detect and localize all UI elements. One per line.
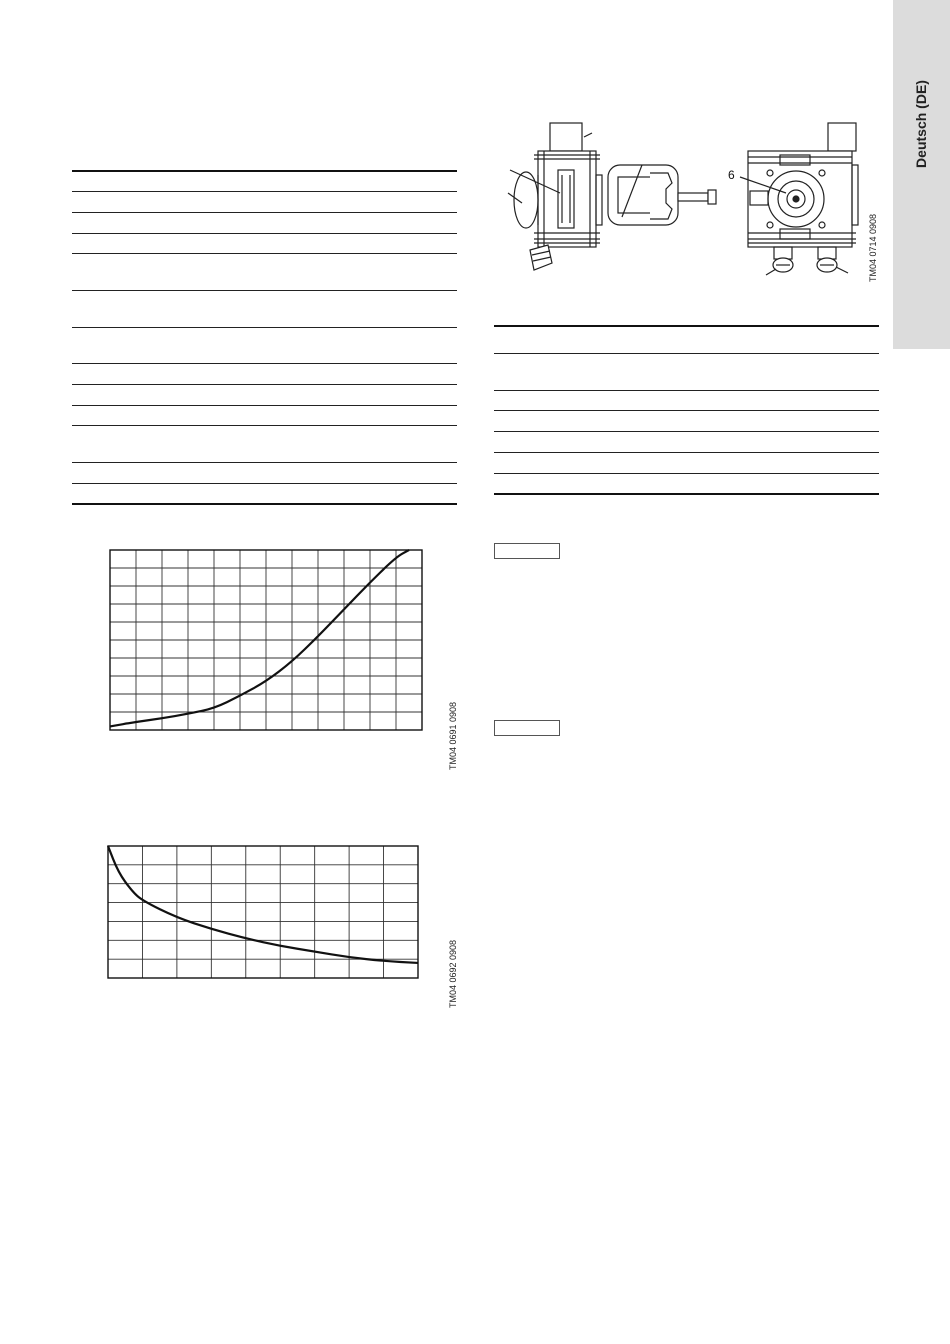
table-rule xyxy=(72,327,457,328)
table-rule xyxy=(494,452,879,453)
pump-drawing xyxy=(500,115,870,290)
chart-bottom-code: TM04 0692 0908 xyxy=(448,939,458,1008)
chart-bottom xyxy=(108,846,418,978)
table-rule xyxy=(494,325,879,327)
note-box xyxy=(494,543,560,559)
table-rule xyxy=(72,425,457,426)
table-rule xyxy=(494,390,879,391)
table-rule xyxy=(494,410,879,411)
callout-6: 6 xyxy=(728,168,735,182)
table-rule xyxy=(72,384,457,385)
table-rule xyxy=(72,170,457,172)
table-rule xyxy=(72,363,457,364)
table-rule xyxy=(494,493,879,495)
table-rule xyxy=(72,233,457,234)
table-rule xyxy=(72,462,457,463)
note-box xyxy=(494,720,560,736)
pump-drawing-code: TM04 0714 0908 xyxy=(868,213,878,282)
table-rule xyxy=(72,212,457,213)
table-rule xyxy=(494,473,879,474)
table-rule xyxy=(494,431,879,432)
series-line xyxy=(108,846,418,963)
language-tab-label: Deutsch (DE) xyxy=(913,80,929,168)
table-rule xyxy=(494,353,879,354)
language-tab xyxy=(893,0,950,349)
series-line xyxy=(110,550,409,726)
table-rule xyxy=(72,503,457,505)
chart-top xyxy=(110,550,422,730)
chart-top-code: TM04 0691 0908 xyxy=(448,701,458,770)
table-rule xyxy=(72,483,457,484)
table-rule xyxy=(72,253,457,254)
table-rule xyxy=(72,191,457,192)
plot-frame xyxy=(108,846,418,978)
table-rule xyxy=(72,290,457,291)
table-rule xyxy=(72,405,457,406)
